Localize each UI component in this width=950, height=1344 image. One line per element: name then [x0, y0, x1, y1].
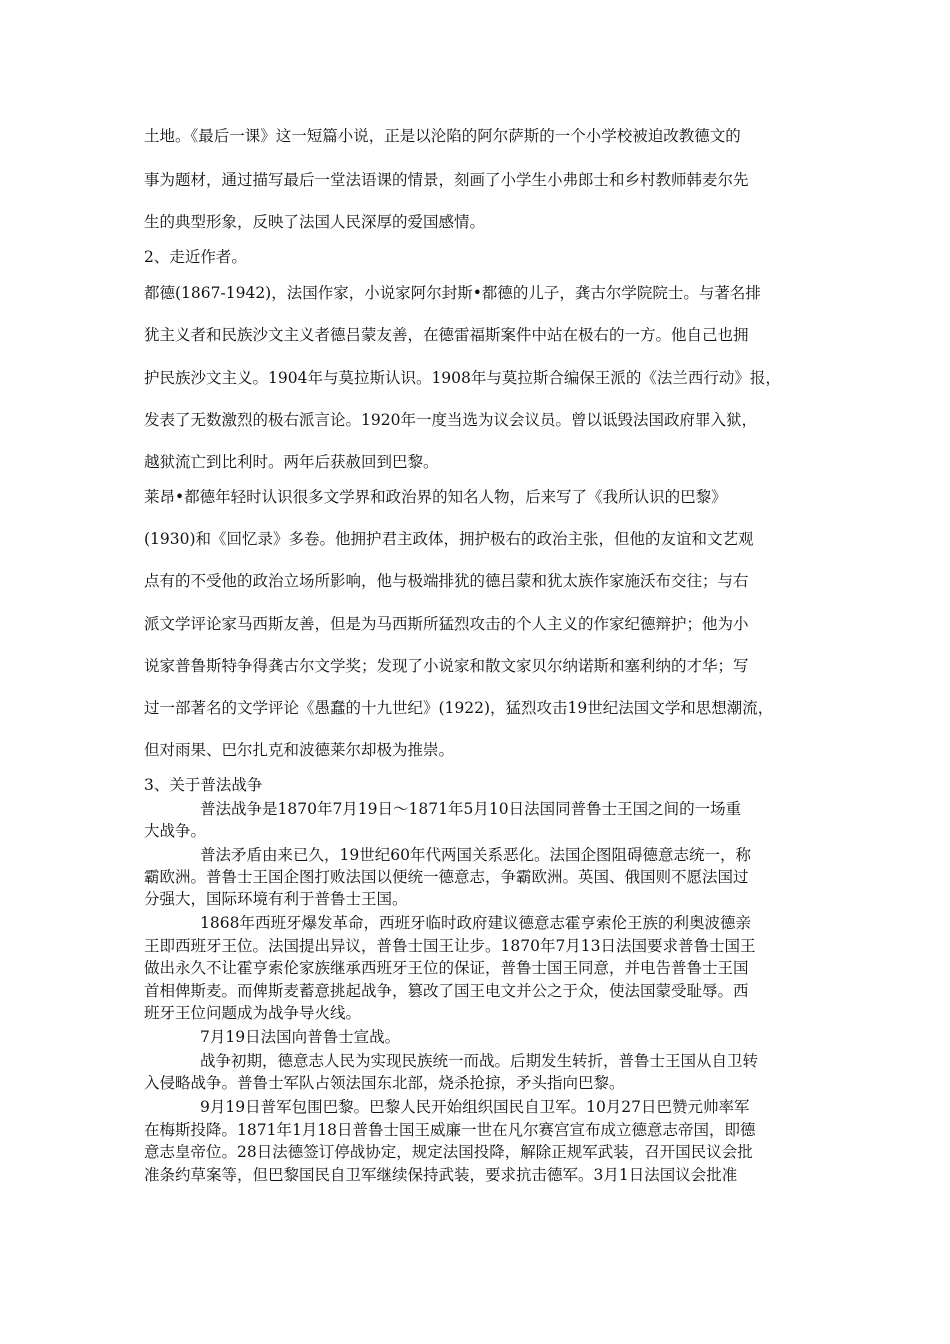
text-line: 做出永久不让霍亨索伦家族继承西班牙王位的保证，普鲁士国王同意，并电告普鲁士王国 [144, 959, 749, 977]
text-line: 首相俾斯麦。而俾斯麦蓄意挑起战争，篡改了国王电文并公之于众，使法国蒙受耻辱。西 [144, 982, 749, 1000]
text-line: 说家普鲁斯特争得龚古尔文学奖；发现了小说家和散文家贝尔纳诺斯和塞利纳的才华；写 [144, 657, 749, 675]
text-line: 战争初期，德意志人民为实现民族统一而战。后期发生转折，普鲁士王国从自卫转 [200, 1052, 759, 1070]
text-line: (1930)和《回忆录》多卷。他拥护君主政体，拥护极右的政治主张，但他的友谊和文艺观 [144, 530, 754, 548]
section-heading: 3、关于普法战争 [144, 776, 263, 794]
section-heading: 2、走近作者。 [144, 248, 247, 266]
text-line: 王即西班牙王位。法国提出异议，普鲁士国王让步。1870年7月13日法国要求普鲁士国王 [144, 937, 756, 955]
text-line: 普法矛盾由来已久，19世纪60年代两国关系恶化。法国企图阻碍德意志统一，称 [200, 846, 751, 864]
text-line: 班牙王位问题成为战争导火线。 [144, 1004, 362, 1022]
text-line: 都德(1867-1942)，法国作家，小说家阿尔封斯•都德的儿子，龚古尔学院院士。与著名排 [144, 284, 761, 302]
text-line: 越狱流亡到比利时。两年后获赦回到巴黎。 [144, 453, 439, 471]
text-line: 7月19日法国向普鲁士宣战。 [200, 1028, 401, 1046]
text-line: 普法战争是1870年7月19日～1871年5月10日法国同普鲁士王国之间的一场重 [200, 800, 742, 818]
text-line: 过一部著名的文学评论《愚蠢的十九世纪》(1922)，猛烈攻击19世纪法国文学和思想潮流， [144, 699, 774, 717]
text-line: 但对雨果、巴尔扎克和波德莱尔却极为推崇。 [144, 741, 455, 759]
text-line: 护民族沙文主义。1904年与莫拉斯认识。1908年与莫拉斯合编保王派的《法兰西行动》报， [144, 369, 781, 387]
text-line: 9月19日普军包围巴黎。巴黎人民开始组织国民自卫军。10月27日巴赞元帅率军 [200, 1098, 750, 1116]
text-line: 分强大，国际环境有利于普鲁士王国。 [144, 890, 408, 908]
text-line: 1868年西班牙爆发革命，西班牙临时政府建议德意志霍亨索伦王族的利奥波德亲 [200, 914, 751, 932]
text-line: 犹主义者和民族沙文主义者德吕蒙友善，在德雷福斯案件中站在极右的一方。他自己也拥 [144, 326, 749, 344]
text-line: 大战争。 [144, 822, 207, 840]
text-line: 准条约草案等，但巴黎国民自卫军继续保持武装，要求抗击德军。3月1日法国议会批准 [144, 1166, 738, 1184]
text-line: 派文学评论家马西斯友善，但是为马西斯所猛烈攻击的个人主义的作家纪德辩护；他为小 [144, 615, 749, 633]
text-line: 点有的不受他的政治立场所影响，他与极端排犹的德吕蒙和犹太族作家施沃布交往；与右 [144, 572, 749, 590]
text-line: 霸欧洲。普鲁士王国企图打败法国以便统一德意志，争霸欧洲。英国、俄国则不愿法国过 [144, 868, 749, 886]
text-line: 莱昂•都德年轻时认识很多文学界和政治界的知名人物，后来写了《我所认识的巴黎》 [144, 488, 727, 506]
text-line: 生的典型形象，反映了法国人民深厚的爱国感情。 [144, 213, 486, 231]
text-line: 意志皇帝位。28日法德签订停战协定，规定法国投降，解除正规军武装，召开国民议会批 [144, 1143, 753, 1161]
text-line: 事为题材，通过描写最后一堂法语课的情景，刻画了小学生小弗郎士和乡村教师韩麦尔先 [144, 171, 749, 189]
text-line: 发表了无数激烈的极右派言论。1920年一度当选为议会议员。曾以诋毁法国政府罪入狱， [144, 411, 757, 429]
text-line: 入侵略战争。普鲁士军队占领法国东北部，烧杀抢掠，矛头指向巴黎。 [144, 1074, 625, 1092]
text-line: 在梅斯投降。1871年1月18日普鲁士国王威廉一世在凡尔赛宫宣布成立德意志帝国，即德 [144, 1121, 756, 1139]
text-line: 土地。《最后一课》这一短篇小说，正是以沦陷的阿尔萨斯的一个小学校被迫改教德文的 [144, 127, 741, 145]
